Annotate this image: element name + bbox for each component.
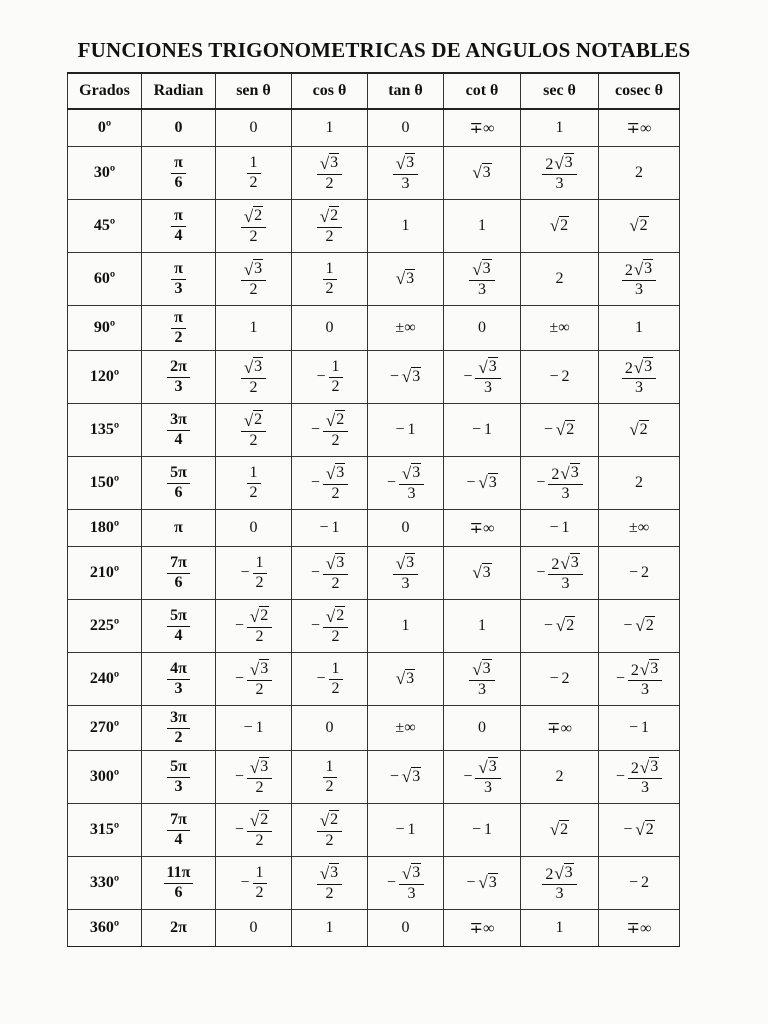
table-row: [68, 147, 680, 200]
cell-sec: − √ 2: [521, 404, 599, 457]
cell-radian: $\frac{2\pi}{3}$: [142, 351, 216, 404]
cell-cosec: ∓∞: [599, 910, 680, 947]
cell-sec: − 2: [521, 653, 599, 706]
table-row: [68, 600, 680, 653]
cell-cos: 0: [292, 706, 368, 751]
cell-cot: ∓∞: [444, 910, 521, 947]
cell-cos: √ 3 2: [292, 147, 368, 200]
cell-cot: − 1: [444, 404, 521, 457]
cell-sen: $\frac{1}{2}$: [216, 457, 292, 510]
cell-radian: $\frac{11\pi}{6}$: [142, 857, 216, 910]
cell-cosec: − 2: [599, 857, 680, 910]
cell-cos: √ 3 2: [292, 857, 368, 910]
cell-cosec: √ 2: [599, 200, 680, 253]
cell-cosec: − 2 √ 3 3: [599, 653, 680, 706]
cell-grados: 45º: [68, 200, 142, 253]
cell-sen: 0: [216, 109, 292, 147]
cell-cot: 1: [444, 200, 521, 253]
cell-tan: − 1: [368, 804, 444, 857]
cell-radian: $\frac{7\pi}{6}$: [142, 547, 216, 600]
table-row: [68, 751, 680, 804]
table-row: [68, 404, 680, 457]
cell-cosec: √ 2: [599, 404, 680, 457]
table-row: [68, 857, 680, 910]
cell-radian: $\frac{\pi}{2}$: [142, 306, 216, 351]
cell-cosec: 2: [599, 147, 680, 200]
cell-radian: $\frac{4\pi}{3}$: [142, 653, 216, 706]
cell-sec: 2: [521, 253, 599, 306]
cell-grados: 30º: [68, 147, 142, 200]
table-row: [68, 510, 680, 547]
cell-tan: − √ 3: [368, 351, 444, 404]
cell-sec: √ 2: [521, 804, 599, 857]
cell-tan: − √ 3 3: [368, 457, 444, 510]
cell-sen: − 1: [216, 706, 292, 751]
cell-tan: 0: [368, 109, 444, 147]
cell-cot: √ 3 3: [444, 253, 521, 306]
cell-tan: ±∞: [368, 706, 444, 751]
cell-cos: 0: [292, 306, 368, 351]
cell-sec: − 2: [521, 351, 599, 404]
table-row: [68, 200, 680, 253]
header-cosec: cosec θ: [599, 73, 680, 109]
cell-sec: ±∞: [521, 306, 599, 351]
cell-cot: √ 3: [444, 547, 521, 600]
cell-tan: 0: [368, 910, 444, 947]
cell-sec: − 2 √ 3 3: [521, 457, 599, 510]
cell-radian: π: [142, 510, 216, 547]
header-cot: cot θ: [444, 73, 521, 109]
cell-sen: 0: [216, 510, 292, 547]
table-row: [68, 457, 680, 510]
cell-cosec: 2: [599, 457, 680, 510]
cell-cos: − $\frac{1}{2}$: [292, 351, 368, 404]
cell-cos: 1: [292, 109, 368, 147]
cell-cot: ∓∞: [444, 510, 521, 547]
cell-tan: √ 3: [368, 253, 444, 306]
cell-sen: 1: [216, 306, 292, 351]
cell-grados: 330º: [68, 857, 142, 910]
cell-cosec: − 1: [599, 706, 680, 751]
table-row: [68, 910, 680, 947]
cell-grados: 90º: [68, 306, 142, 351]
cell-cosec: 1: [599, 306, 680, 351]
cell-grados: 240º: [68, 653, 142, 706]
table-row: [68, 253, 680, 306]
cell-cot: 1: [444, 600, 521, 653]
cell-cot: ∓∞: [444, 109, 521, 147]
cell-cos: − √ 2 2: [292, 404, 368, 457]
cell-cosec: − √ 2: [599, 600, 680, 653]
cell-cot: √ 3: [444, 147, 521, 200]
header-sen: sen θ: [216, 73, 292, 109]
cell-sen: √ 3 2: [216, 351, 292, 404]
cell-grados: 120º: [68, 351, 142, 404]
cell-cosec: 2 √ 3 3: [599, 253, 680, 306]
cell-cos: 1: [292, 910, 368, 947]
cell-tan: ±∞: [368, 306, 444, 351]
cell-sec: − √ 2: [521, 600, 599, 653]
cell-cos: √ 2 2: [292, 200, 368, 253]
cell-cos: − √ 2 2: [292, 600, 368, 653]
cell-cos: − $\frac{1}{2}$: [292, 653, 368, 706]
cell-grados: 60º: [68, 253, 142, 306]
cell-sec: − 1: [521, 510, 599, 547]
cell-tan: 1: [368, 600, 444, 653]
cell-radian: $\frac{\pi}{3}$: [142, 253, 216, 306]
cell-cos: − √ 3 2: [292, 457, 368, 510]
header-sec: sec θ: [521, 73, 599, 109]
cell-cot: √ 3 3: [444, 653, 521, 706]
cell-sec: 1: [521, 910, 599, 947]
cell-radian: $\frac{5\pi}{6}$: [142, 457, 216, 510]
cell-sen: √ 2 2: [216, 200, 292, 253]
table-row: [68, 547, 680, 600]
cell-tan: 0: [368, 510, 444, 547]
cell-sen: √ 3 2: [216, 253, 292, 306]
header-grados: Grados: [68, 73, 142, 109]
cell-tan: √ 3 3: [368, 147, 444, 200]
cell-sec: 2 √ 3 3: [521, 147, 599, 200]
cell-grados: 210º: [68, 547, 142, 600]
cell-grados: 180º: [68, 510, 142, 547]
cell-grados: 225º: [68, 600, 142, 653]
page-title: FUNCIONES TRIGONOMETRICAS DE ANGULOS NOTABLES: [77, 38, 691, 62]
cell-radian: $\frac{5\pi}{4}$: [142, 600, 216, 653]
cell-sen: − √ 3 2: [216, 653, 292, 706]
cell-grados: 300º: [68, 751, 142, 804]
cell-sen: 0: [216, 910, 292, 947]
table-row: [68, 653, 680, 706]
table-body: [68, 109, 680, 947]
table-row: [68, 306, 680, 351]
cell-cos: − 1: [292, 510, 368, 547]
cell-cosec: − 2: [599, 547, 680, 600]
cell-cos: − √ 3 2: [292, 547, 368, 600]
cell-cos: $\frac{1}{2}$: [292, 751, 368, 804]
cell-radian: $\frac{5\pi}{3}$: [142, 751, 216, 804]
cell-grados: 270º: [68, 706, 142, 751]
cell-grados: 360º: [68, 910, 142, 947]
header-row: [68, 73, 680, 109]
cell-sec: √ 2: [521, 200, 599, 253]
cell-cot: 0: [444, 306, 521, 351]
cell-sen: − √ 3 2: [216, 751, 292, 804]
cell-radian: 2π: [142, 910, 216, 947]
cell-cos: √ 2 2: [292, 804, 368, 857]
cell-radian: $\frac{3\pi}{2}$: [142, 706, 216, 751]
cell-tan: − 1: [368, 404, 444, 457]
cell-tan: 1: [368, 200, 444, 253]
cell-cot: − √ 3 3: [444, 751, 521, 804]
cell-cosec: 2 √ 3 3: [599, 351, 680, 404]
table-row: [68, 351, 680, 404]
cell-cosec: − 2 √ 3 3: [599, 751, 680, 804]
trig-table: [67, 72, 680, 947]
cell-grados: 0º: [68, 109, 142, 147]
cell-tan: √ 3 3: [368, 547, 444, 600]
header-cos: cos θ: [292, 73, 368, 109]
cell-sen: − $\frac{1}{2}$: [216, 857, 292, 910]
cell-cosec: ∓∞: [599, 109, 680, 147]
cell-radian: $\frac{7\pi}{4}$: [142, 804, 216, 857]
table-row: [68, 804, 680, 857]
cell-grados: 150º: [68, 457, 142, 510]
cell-sen: − √ 2 2: [216, 600, 292, 653]
cell-radian: $\frac{3\pi}{4}$: [142, 404, 216, 457]
cell-cosec: − √ 2: [599, 804, 680, 857]
cell-cot: − 1: [444, 804, 521, 857]
cell-tan: √ 3: [368, 653, 444, 706]
cell-cosec: ±∞: [599, 510, 680, 547]
cell-sen: − $\frac{1}{2}$: [216, 547, 292, 600]
cell-tan: − √ 3: [368, 751, 444, 804]
cell-radian: $\frac{\pi}{6}$: [142, 147, 216, 200]
cell-cot: − √ 3: [444, 457, 521, 510]
cell-cot: − √ 3 3: [444, 351, 521, 404]
cell-cos: $\frac{1}{2}$: [292, 253, 368, 306]
cell-sen: $\frac{1}{2}$: [216, 147, 292, 200]
cell-sec: 2: [521, 751, 599, 804]
cell-sen: √ 2 2: [216, 404, 292, 457]
cell-sen: − √ 2 2: [216, 804, 292, 857]
cell-sec: − 2 √ 3 3: [521, 547, 599, 600]
cell-radian: 0: [142, 109, 216, 147]
table-row: [68, 109, 680, 147]
cell-cot: 0: [444, 706, 521, 751]
cell-grados: 315º: [68, 804, 142, 857]
cell-sec: 2 √ 3 3: [521, 857, 599, 910]
cell-sec: ∓∞: [521, 706, 599, 751]
cell-tan: − √ 3 3: [368, 857, 444, 910]
header-radian: Radian: [142, 73, 216, 109]
table-row: [68, 706, 680, 751]
cell-sec: 1: [521, 109, 599, 147]
cell-cot: − √ 3: [444, 857, 521, 910]
cell-radian: $\frac{\pi}{4}$: [142, 200, 216, 253]
cell-grados: 135º: [68, 404, 142, 457]
header-tan: tan θ: [368, 73, 444, 109]
